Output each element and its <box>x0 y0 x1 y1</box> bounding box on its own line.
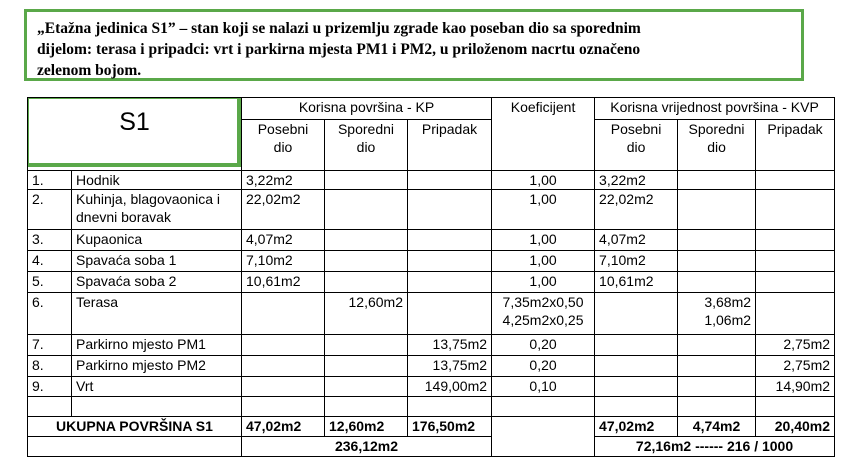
table-row: 1. Hodnik 3,22m2 1,00 3,22m2 <box>28 171 835 190</box>
coefficient-header: Koeficijent <box>492 98 595 171</box>
table-row: 7. Parkirno mjesto PM1 13,75m2 0,20 2,75m2 <box>28 335 835 356</box>
description-box <box>24 9 804 81</box>
sum-row <box>28 437 835 457</box>
total-row: UKUPNA POVRŠINA S1 47,02m2 12,60m2 176,50m2 47,02m2 4,74m2 20,40m2 <box>28 417 835 437</box>
kvp-header: Korisna vrijednost površina - KVP <box>595 98 835 120</box>
unit-label: S1 <box>119 108 150 136</box>
kp-sporedni-header: Sporedni dio <box>325 120 408 171</box>
total-label: UKUPNA POVRŠINA S1 <box>28 417 242 437</box>
table-row: 6. Terasa 12,60m2 7,35m2x0,50 4,25m2x0,25 3,68m2 1,06m2 <box>28 293 835 335</box>
table-row: 5. Spavaća soba 2 10,61m2 1,00 10,61m2 <box>28 272 835 293</box>
description-line: zelenom bojom. <box>37 62 142 79</box>
kp-header: Korisna površina - KP <box>242 98 492 120</box>
description-line: dijelom: terasa i pripadci: vrt i parkirna mjesta PM1 i PM2, u priloženom nacrtu označeno <box>37 41 641 58</box>
kp-sum: 236,12m2 <box>242 437 492 457</box>
table-row: 2. Kuhinja, blagovaonica i dnevni boravak 22,02m2 1,00 22,02m2 <box>28 190 835 230</box>
table-row: 8. Parkirno mjesto PM2 13,75m2 0,20 2,75m2 <box>28 356 835 377</box>
table-row: 3. Kupaonica 4,07m2 1,00 4,07m2 <box>28 230 835 251</box>
table-row: 9. Vrt 149,00m2 0,10 14,90m2 <box>28 377 835 397</box>
kvp-sum: 72,16m2 ------ 216 / 1000 <box>595 437 835 457</box>
empty-row <box>28 397 835 417</box>
area-table <box>27 97 835 457</box>
kvp-sporedni-header: Sporedni dio <box>678 120 756 171</box>
kp-pripadak-header: Pripadak <box>408 120 492 171</box>
unit-cell <box>28 98 242 171</box>
kvp-pripadak-header: Pripadak <box>756 120 835 171</box>
description-line: „Etažna jedinica S1” – stan koji se nalazi u prizemlju zgrade kao poseban dio sa sporednim <box>37 20 641 37</box>
kp-posebni-header: Posebni dio <box>242 120 325 171</box>
kvp-posebni-header: Posebni dio <box>595 120 678 171</box>
table-row: 4. Spavaća soba 1 7,10m2 1,00 7,10m2 <box>28 251 835 272</box>
